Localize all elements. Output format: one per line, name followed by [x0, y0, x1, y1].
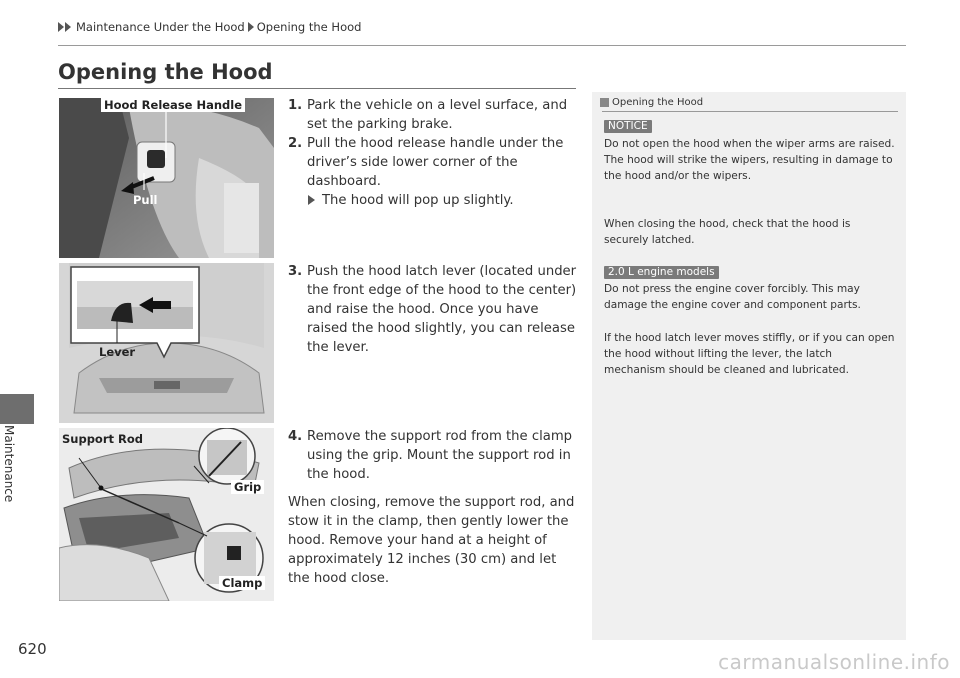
pull-label: Pull — [133, 193, 158, 207]
lever-label: Lever — [99, 345, 136, 359]
latch-note-text: If the hood latch lever moves stiffly, or if you can open the hood without lifting the lever, the latch mechanism should be cleaned and lubricated. — [604, 332, 895, 376]
breadcrumb-arrow-icon — [248, 22, 254, 32]
step-3: 3. Push the hood latch lever (located under the front edge of the hood to the center) and raise the hood. Once you have raised the hood slightly, you can release the lever. — [288, 264, 577, 355]
step-1: 1. Park the vehicle on a level surface, and set the parking brake. — [288, 98, 568, 132]
section-side-label: Maintenance — [2, 425, 16, 503]
steps-group-3 — [288, 427, 580, 588]
engine-models-badge: 2.0 L engine models — [604, 266, 719, 279]
step-4: 4. Remove the support rod from the clamp using the grip. Mount the support rod in the hood. — [288, 429, 573, 482]
step-2: 2. Pull the hood release handle under the driver’s side lower corner of the dashboard. — [288, 136, 564, 189]
clamp-label: Clamp — [219, 576, 265, 590]
triangle-right-icon — [308, 195, 315, 205]
watermark: carmanualsonline.info — [718, 650, 950, 674]
steps-group-2 — [288, 262, 580, 357]
page-title: Opening the Hood — [58, 60, 273, 84]
breadcrumb-item[interactable]: Maintenance Under the Hood — [76, 20, 245, 34]
notes-heading: Opening the Hood — [600, 97, 703, 108]
notice-text: Do not open the hood when the wiper arms are raised. The hood will strike the wipers, resulting in damage to the hood and/or the wipers. — [604, 138, 895, 182]
breadcrumb — [58, 20, 361, 34]
reference-square-icon — [600, 98, 609, 107]
support-rod-figure — [59, 428, 274, 601]
hood-release-handle-label: Hood Release Handle — [101, 98, 245, 112]
hood-latch-lever-figure — [59, 263, 274, 423]
closing-instructions: When closing, remove the support rod, and stow it in the clamp, then gently lower the hood. Remove your hand at a height of approximately 12 inches (30 cm) and let the hood close. — [288, 495, 575, 586]
hood-release-handle-figure — [59, 98, 274, 258]
engine-cover-note-text: Do not press the engine cover forcibly. This may damage the engine cover and component parts. — [604, 283, 861, 311]
steps-group-1 — [288, 96, 580, 210]
title-divider — [58, 88, 576, 89]
notes-divider — [602, 111, 898, 112]
notes-panel — [592, 92, 906, 640]
support-rod-label: Support Rod — [62, 432, 143, 446]
grip-label: Grip — [231, 480, 264, 494]
breadcrumb-arrow-icon — [58, 22, 71, 32]
breadcrumb-item[interactable]: Opening the Hood — [256, 20, 362, 34]
closing-note-text: When closing the hood, check that the hood is securely latched. — [604, 218, 851, 246]
page-number: 620 — [18, 640, 47, 658]
step-2-result: The hood will pop up slightly. — [288, 191, 580, 210]
section-tab — [0, 394, 34, 424]
notice-badge: NOTICE — [604, 120, 652, 133]
header-divider — [58, 45, 906, 46]
